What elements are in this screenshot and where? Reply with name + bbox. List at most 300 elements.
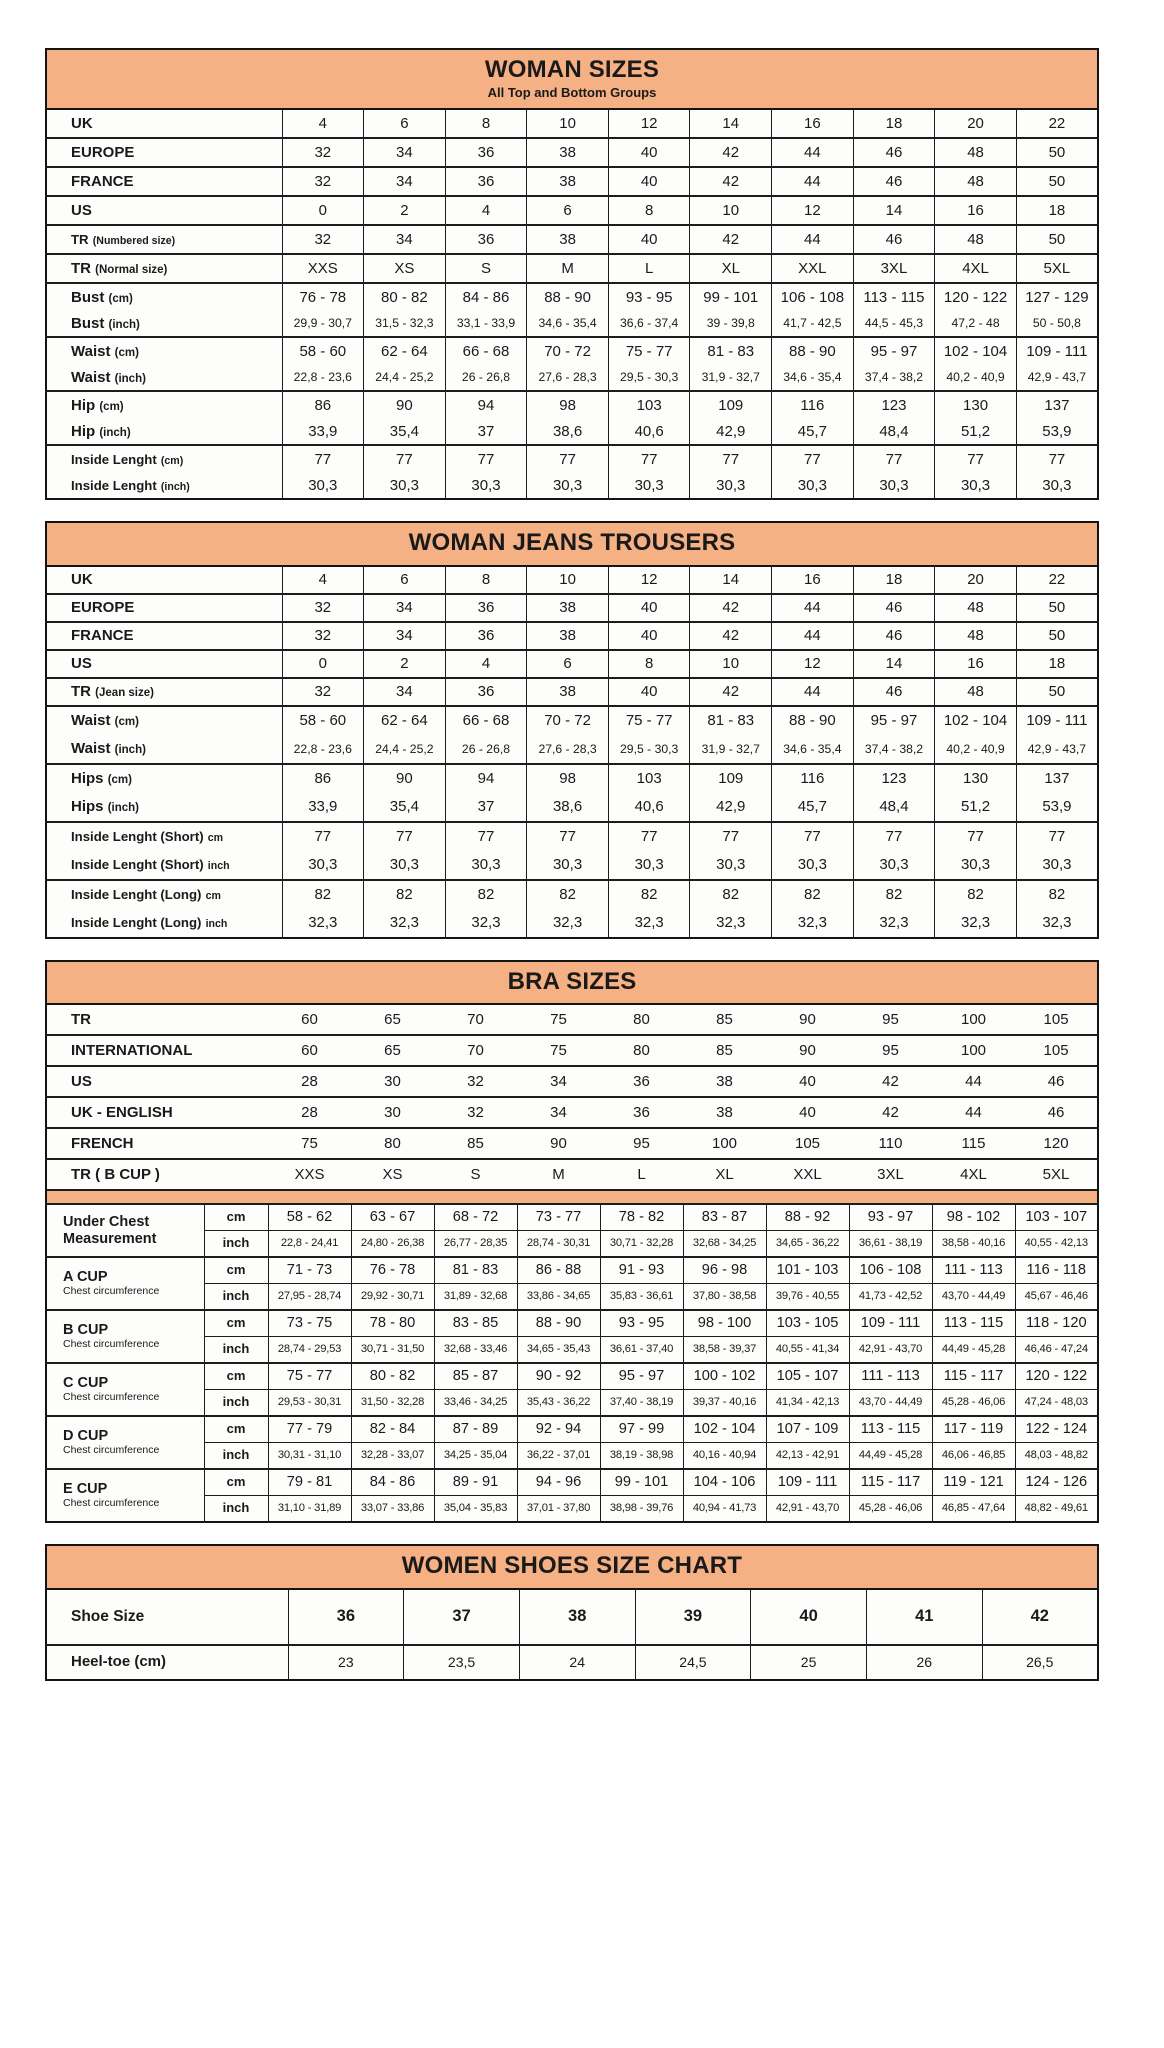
- size-cell: 41: [866, 1589, 982, 1645]
- size-cell: 43,70 - 44,49: [932, 1284, 1015, 1311]
- size-cell: 98: [527, 391, 609, 418]
- size-cell: 24,4 - 25,2: [364, 364, 446, 391]
- size-cell: 86: [282, 764, 364, 793]
- table-row: [46, 310, 1098, 337]
- row-label-unit: (cm): [114, 346, 139, 359]
- size-cell: 116: [772, 391, 854, 418]
- size-cell: 81 - 83: [690, 706, 772, 735]
- row-label-unit: (inch): [108, 318, 140, 331]
- size-cell: 42,91 - 43,70: [849, 1337, 932, 1364]
- size-cell: 113 - 115: [849, 1416, 932, 1443]
- size-cell: 50: [1016, 678, 1098, 706]
- size-cell: 37: [445, 418, 527, 445]
- size-cell: 94: [445, 764, 527, 793]
- row-label-text: Heel-toe (cm): [71, 1653, 167, 1671]
- row-label-unit: (Numbered size): [92, 235, 176, 248]
- size-cell: 38: [527, 678, 609, 706]
- size-cell: 36: [288, 1589, 404, 1645]
- row-label: [46, 678, 282, 706]
- size-cell: 81 - 83: [434, 1257, 517, 1284]
- bra-cm-row: [46, 1257, 1098, 1284]
- size-cell: 38: [527, 167, 609, 196]
- size-cell: 42: [982, 1589, 1098, 1645]
- jeans-table: [45, 521, 1099, 938]
- size-cell: 48,4: [853, 793, 935, 822]
- size-cell: 137: [1016, 391, 1098, 418]
- size-cell: 77: [690, 822, 772, 851]
- size-cell: 38,6: [527, 418, 609, 445]
- size-cell: XXS: [268, 1159, 351, 1190]
- size-cell: 48: [935, 594, 1017, 622]
- size-cell: 80 - 82: [351, 1363, 434, 1390]
- size-cell: 31,10 - 31,89: [268, 1496, 351, 1523]
- size-cell: 116 - 118: [1015, 1257, 1098, 1284]
- row-label: [46, 1128, 268, 1159]
- size-cell: 40: [608, 138, 690, 167]
- size-cell: 36: [445, 138, 527, 167]
- size-cell: 113 - 115: [853, 283, 935, 310]
- size-cell: 88 - 90: [517, 1310, 600, 1337]
- size-cell: 26,77 - 28,35: [434, 1231, 517, 1258]
- shoes-size-table: [45, 1544, 1099, 1680]
- size-cell: 95 - 97: [853, 337, 935, 364]
- table-row: [46, 225, 1098, 254]
- size-cell: 46: [853, 594, 935, 622]
- size-cell: 33,9: [282, 418, 364, 445]
- size-cell: 28: [268, 1097, 351, 1128]
- size-cell: 80: [351, 1128, 434, 1159]
- size-cell: 40: [608, 678, 690, 706]
- row-label: [46, 472, 282, 499]
- size-cell: 12: [608, 109, 690, 138]
- size-cell: 103: [608, 764, 690, 793]
- unit-label-inch: inch: [204, 1284, 268, 1311]
- size-cell: 68 - 72: [434, 1204, 517, 1231]
- table-row: [46, 622, 1098, 650]
- size-cell: 37,4 - 38,2: [853, 364, 935, 391]
- size-cell: 25: [751, 1645, 867, 1680]
- cup-label: [46, 1416, 204, 1469]
- row-label-text: Waist: [71, 740, 111, 758]
- size-cell: 32,3: [772, 909, 854, 938]
- size-cell: 26 - 26,8: [445, 364, 527, 391]
- row-label-text: Shoe Size: [71, 1607, 145, 1625]
- size-cell: 30,71 - 31,50: [351, 1337, 434, 1364]
- size-cell: 76 - 78: [282, 283, 364, 310]
- bra-system-row: [46, 1159, 1098, 1190]
- size-cell: 85: [683, 1035, 766, 1066]
- size-cell: 32,3: [364, 909, 446, 938]
- table-row: [46, 880, 1098, 909]
- size-cell: 77: [935, 445, 1017, 472]
- cup-label: [46, 1257, 204, 1310]
- size-cell: 83 - 87: [683, 1204, 766, 1231]
- unit-label-inch: inch: [204, 1337, 268, 1364]
- size-cell: 82: [853, 880, 935, 909]
- size-cell: 77: [608, 445, 690, 472]
- size-cell: 81 - 83: [690, 337, 772, 364]
- unit-label-inch: inch: [204, 1231, 268, 1258]
- size-cell: 70: [434, 1035, 517, 1066]
- size-cell: 42: [690, 225, 772, 254]
- size-cell: 41,73 - 42,52: [849, 1284, 932, 1311]
- header-row: [46, 961, 1098, 1004]
- size-cell: 27,95 - 28,74: [268, 1284, 351, 1311]
- size-cell: XS: [364, 254, 446, 283]
- size-cell: 32: [282, 167, 364, 196]
- table-row: [46, 167, 1098, 196]
- size-cell: 82: [1016, 880, 1098, 909]
- size-cell: 94 - 96: [517, 1469, 600, 1496]
- row-label: [46, 822, 282, 851]
- size-cell: 90: [364, 764, 446, 793]
- row-label: [46, 1066, 268, 1097]
- size-cell: 42: [690, 594, 772, 622]
- cup-label: [46, 1204, 204, 1257]
- size-cell: 75: [517, 1004, 600, 1035]
- size-cell: 82: [282, 880, 364, 909]
- size-cell: 90: [766, 1035, 849, 1066]
- size-cell: 42: [690, 138, 772, 167]
- size-cell: 45,7: [772, 793, 854, 822]
- table-banner: [46, 49, 1098, 109]
- row-label-text: US: [71, 1073, 92, 1091]
- bra-cm-row: [46, 1469, 1098, 1496]
- size-cell: 40,55 - 42,13: [1015, 1231, 1098, 1258]
- table-subtitle: All Top and Bottom Groups: [487, 85, 657, 101]
- size-cell: 16: [935, 196, 1017, 225]
- size-cell: 77: [608, 822, 690, 851]
- size-cell: 30: [351, 1097, 434, 1128]
- size-cell: 38,98 - 39,76: [600, 1496, 683, 1523]
- unit-label-cm: cm: [204, 1416, 268, 1443]
- size-cell: 40,2 - 40,9: [935, 364, 1017, 391]
- size-cell: 127 - 129: [1016, 283, 1098, 310]
- size-cell: 22,8 - 24,41: [268, 1231, 351, 1258]
- cup-label: [46, 1469, 204, 1522]
- row-label-text: TR: [71, 1011, 91, 1029]
- size-cell: 63 - 67: [351, 1204, 434, 1231]
- row-label-text: Hips: [71, 770, 104, 788]
- size-cell: 94: [445, 391, 527, 418]
- bra-system-row: [46, 1097, 1098, 1128]
- size-cell: 77: [853, 822, 935, 851]
- row-label: [46, 418, 282, 445]
- table-row: [46, 909, 1098, 938]
- size-cell: 18: [853, 109, 935, 138]
- row-label-text: TR ( B CUP ): [71, 1166, 160, 1184]
- size-cell: 12: [772, 650, 854, 678]
- row-label: [46, 594, 282, 622]
- unit-label-inch: inch: [204, 1390, 268, 1417]
- row-label: [46, 622, 282, 650]
- size-cell: 34,6 - 35,4: [527, 310, 609, 337]
- size-cell: 4XL: [935, 254, 1017, 283]
- size-cell: 37,80 - 38,58: [683, 1284, 766, 1311]
- size-cell: XS: [351, 1159, 434, 1190]
- table-banner: [46, 961, 1098, 1004]
- size-cell: 35,4: [364, 793, 446, 822]
- cup-subtitle: Chest circumference: [63, 1338, 160, 1351]
- size-cell: 42: [849, 1097, 932, 1128]
- size-cell: 65: [351, 1035, 434, 1066]
- bra-inch-row: [46, 1337, 1098, 1364]
- size-cell: 39,37 - 40,16: [683, 1390, 766, 1417]
- size-cell: 41,34 - 42,13: [766, 1390, 849, 1417]
- row-label-text: UK: [71, 571, 93, 589]
- cup-subtitle: Chest circumference: [63, 1285, 160, 1298]
- row-label-unit: (Jean size): [95, 687, 154, 700]
- size-cell: 88 - 90: [527, 283, 609, 310]
- size-cell: 32,68 - 33,46: [434, 1337, 517, 1364]
- size-cell: 33,07 - 33,86: [351, 1496, 434, 1523]
- size-cell: 88 - 92: [766, 1204, 849, 1231]
- size-cell: XL: [683, 1159, 766, 1190]
- size-cell: 35,43 - 36,22: [517, 1390, 600, 1417]
- size-cell: 53,9: [1016, 418, 1098, 445]
- row-label-text: EUROPE: [71, 599, 135, 617]
- cup-name: Under Chest: [63, 1214, 150, 1231]
- unit-label-cm: cm: [204, 1204, 268, 1231]
- row-label: [46, 1589, 288, 1645]
- size-cell: 66 - 68: [445, 337, 527, 364]
- size-cell: 39,76 - 40,55: [766, 1284, 849, 1311]
- table-row: [46, 391, 1098, 418]
- size-cell: 91 - 93: [600, 1257, 683, 1284]
- table-title: WOMAN JEANS TROUSERS: [408, 529, 736, 557]
- size-cell: 42: [690, 678, 772, 706]
- size-cell: 40,6: [608, 793, 690, 822]
- size-cell: 123: [853, 391, 935, 418]
- size-cell: 44,5 - 45,3: [853, 310, 935, 337]
- size-cell: 107 - 109: [766, 1416, 849, 1443]
- size-cell: 34: [517, 1097, 600, 1128]
- size-cell: 44: [772, 167, 854, 196]
- size-cell: 22: [1016, 109, 1098, 138]
- size-cell: 33,9: [282, 793, 364, 822]
- size-cell: 102 - 104: [683, 1416, 766, 1443]
- size-cell: 29,92 - 30,71: [351, 1284, 434, 1311]
- row-label: [46, 1097, 268, 1128]
- size-cell: 111 - 113: [932, 1257, 1015, 1284]
- size-cell: 58 - 60: [282, 337, 364, 364]
- unit-label-cm: cm: [204, 1363, 268, 1390]
- size-cell: 104 - 106: [683, 1469, 766, 1496]
- size-cell: 77: [282, 445, 364, 472]
- unit-label-inch: inch: [204, 1443, 268, 1470]
- size-cell: 32: [282, 622, 364, 650]
- row-label: [46, 445, 282, 472]
- size-cell: 3XL: [849, 1159, 932, 1190]
- size-cell: 38,58 - 40,16: [932, 1231, 1015, 1258]
- size-cell: 34: [364, 225, 446, 254]
- size-cell: 18: [853, 566, 935, 594]
- row-label-unit: (inch): [114, 744, 146, 757]
- row-label-text: Inside Lenght: [71, 451, 157, 467]
- size-cell: 45,7: [772, 418, 854, 445]
- size-cell: 33,46 - 34,25: [434, 1390, 517, 1417]
- size-cell: 6: [527, 196, 609, 225]
- size-cell: 119 - 121: [932, 1469, 1015, 1496]
- size-cell: 123: [853, 764, 935, 793]
- table-row: [46, 566, 1098, 594]
- size-cell: 95: [600, 1128, 683, 1159]
- size-cell: 47,24 - 48,03: [1015, 1390, 1098, 1417]
- table-title: WOMEN SHOES SIZE CHART: [401, 1552, 743, 1580]
- table-row: [46, 706, 1098, 735]
- table-row: [46, 650, 1098, 678]
- table-row: [46, 283, 1098, 310]
- size-cell: 110: [849, 1128, 932, 1159]
- size-cell: 32: [434, 1066, 517, 1097]
- size-cell: 101 - 103: [766, 1257, 849, 1284]
- row-label: [46, 566, 282, 594]
- size-cell: 34,6 - 35,4: [772, 364, 854, 391]
- table-title: BRA SIZES: [507, 967, 637, 995]
- table-row: [46, 472, 1098, 499]
- size-cell: 48: [935, 678, 1017, 706]
- size-cell: 36: [445, 225, 527, 254]
- size-cell: 88 - 90: [772, 706, 854, 735]
- size-cell: 82: [690, 880, 772, 909]
- size-cell: 29,5 - 30,3: [608, 735, 690, 764]
- size-cell: 46: [853, 138, 935, 167]
- size-cell: 26 - 26,8: [445, 735, 527, 764]
- size-cell: 98 - 102: [932, 1204, 1015, 1231]
- size-cell: 8: [608, 650, 690, 678]
- size-cell: 10: [527, 566, 609, 594]
- size-cell: 75 - 77: [608, 706, 690, 735]
- cup-subtitle: Chest circumference: [63, 1444, 160, 1457]
- row-label-unit: (cm): [107, 774, 132, 787]
- table-title: WOMAN SIZES: [484, 56, 660, 83]
- size-cell: 2: [364, 650, 446, 678]
- row-label-text: Inside Lenght (Short): [71, 857, 204, 873]
- size-cell: 29,53 - 30,31: [268, 1390, 351, 1417]
- size-cell: 109 - 111: [766, 1469, 849, 1496]
- unit-label-cm: cm: [204, 1257, 268, 1284]
- row-label-text: Inside Lenght (Short): [71, 829, 204, 845]
- size-cell: 32: [282, 594, 364, 622]
- size-cell: 88 - 90: [772, 337, 854, 364]
- size-cell: 37: [404, 1589, 520, 1645]
- size-cell: 38: [527, 594, 609, 622]
- size-cell: 115: [932, 1128, 1015, 1159]
- size-cell: 30,3: [282, 472, 364, 499]
- size-cell: 95: [849, 1004, 932, 1035]
- row-label-text: Inside Lenght (Long): [71, 887, 202, 903]
- size-cell: 95: [849, 1035, 932, 1066]
- size-cell: 65: [351, 1004, 434, 1035]
- size-cell: 77: [772, 445, 854, 472]
- table-row: [46, 822, 1098, 851]
- size-cell: 10: [527, 109, 609, 138]
- shoes-size-section: [45, 1544, 1164, 1680]
- size-cell: 73 - 75: [268, 1310, 351, 1337]
- size-cell: 124 - 126: [1015, 1469, 1098, 1496]
- size-cell: 120: [1015, 1128, 1098, 1159]
- size-cell: 4: [282, 109, 364, 138]
- row-label-text: TR: [71, 683, 91, 701]
- size-cell: 39 - 39,8: [690, 310, 772, 337]
- table-row: [46, 138, 1098, 167]
- size-cell: 30,3: [772, 472, 854, 499]
- size-cell: 75: [517, 1035, 600, 1066]
- size-cell: 36: [445, 594, 527, 622]
- size-cell: 32,3: [1016, 909, 1098, 938]
- size-cell: 115 - 117: [849, 1469, 932, 1496]
- table-row: [46, 1589, 1098, 1645]
- row-label: [46, 254, 282, 283]
- size-cell: 30,3: [445, 851, 527, 880]
- size-cell: 83 - 85: [434, 1310, 517, 1337]
- row-label: [46, 909, 282, 938]
- size-cell: 45,28 - 46,06: [932, 1390, 1015, 1417]
- row-label-text: FRANCE: [71, 173, 134, 191]
- size-cell: 105: [766, 1128, 849, 1159]
- size-cell: 44,49 - 45,28: [932, 1337, 1015, 1364]
- size-cell: 77: [445, 445, 527, 472]
- size-cell: 84 - 86: [351, 1469, 434, 1496]
- size-cell: 40,6: [608, 418, 690, 445]
- size-cell: 39: [635, 1589, 751, 1645]
- size-cell: 3XL: [853, 254, 935, 283]
- size-cell: 93 - 95: [600, 1310, 683, 1337]
- size-cell: 77: [527, 445, 609, 472]
- size-cell: 34,65 - 35,43: [517, 1337, 600, 1364]
- size-cell: 24,4 - 25,2: [364, 735, 446, 764]
- size-cell: 40: [751, 1589, 867, 1645]
- row-label: [46, 196, 282, 225]
- row-label-text: UK - ENGLISH: [71, 1104, 173, 1122]
- header-row: [46, 1545, 1098, 1588]
- table-row: [46, 851, 1098, 880]
- size-cell: 23,5: [404, 1645, 520, 1680]
- size-cell: 32: [282, 225, 364, 254]
- size-cell: 20: [935, 109, 1017, 138]
- size-cell: 0: [282, 196, 364, 225]
- size-cell: 16: [772, 109, 854, 138]
- size-cell: 80: [600, 1004, 683, 1035]
- row-label-text: US: [71, 655, 92, 673]
- row-label: [46, 1159, 268, 1190]
- size-cell: 116: [772, 764, 854, 793]
- size-cell: 120 - 122: [935, 283, 1017, 310]
- row-label: [46, 283, 282, 310]
- row-label-text: INTERNATIONAL: [71, 1042, 193, 1060]
- size-cell: S: [445, 254, 527, 283]
- size-cell: 97 - 99: [600, 1416, 683, 1443]
- row-label-unit: (cm): [108, 292, 133, 305]
- size-cell: 24,5: [635, 1645, 751, 1680]
- size-cell: 8: [608, 196, 690, 225]
- size-cell: 48,82 - 49,61: [1015, 1496, 1098, 1523]
- bra-system-row: [46, 1035, 1098, 1066]
- size-cell: XL: [690, 254, 772, 283]
- size-cell: 32,3: [527, 909, 609, 938]
- size-cell: S: [434, 1159, 517, 1190]
- size-cell: 30,3: [282, 851, 364, 880]
- size-cell: 95 - 97: [600, 1363, 683, 1390]
- size-cell: 75 - 77: [268, 1363, 351, 1390]
- size-cell: 46: [853, 622, 935, 650]
- row-label-unit: (inch): [99, 426, 131, 439]
- size-cell: 42: [690, 622, 772, 650]
- size-cell: 4XL: [932, 1159, 1015, 1190]
- bra-system-row: [46, 1004, 1098, 1035]
- size-cell: 34: [364, 622, 446, 650]
- size-cell: 26: [866, 1645, 982, 1680]
